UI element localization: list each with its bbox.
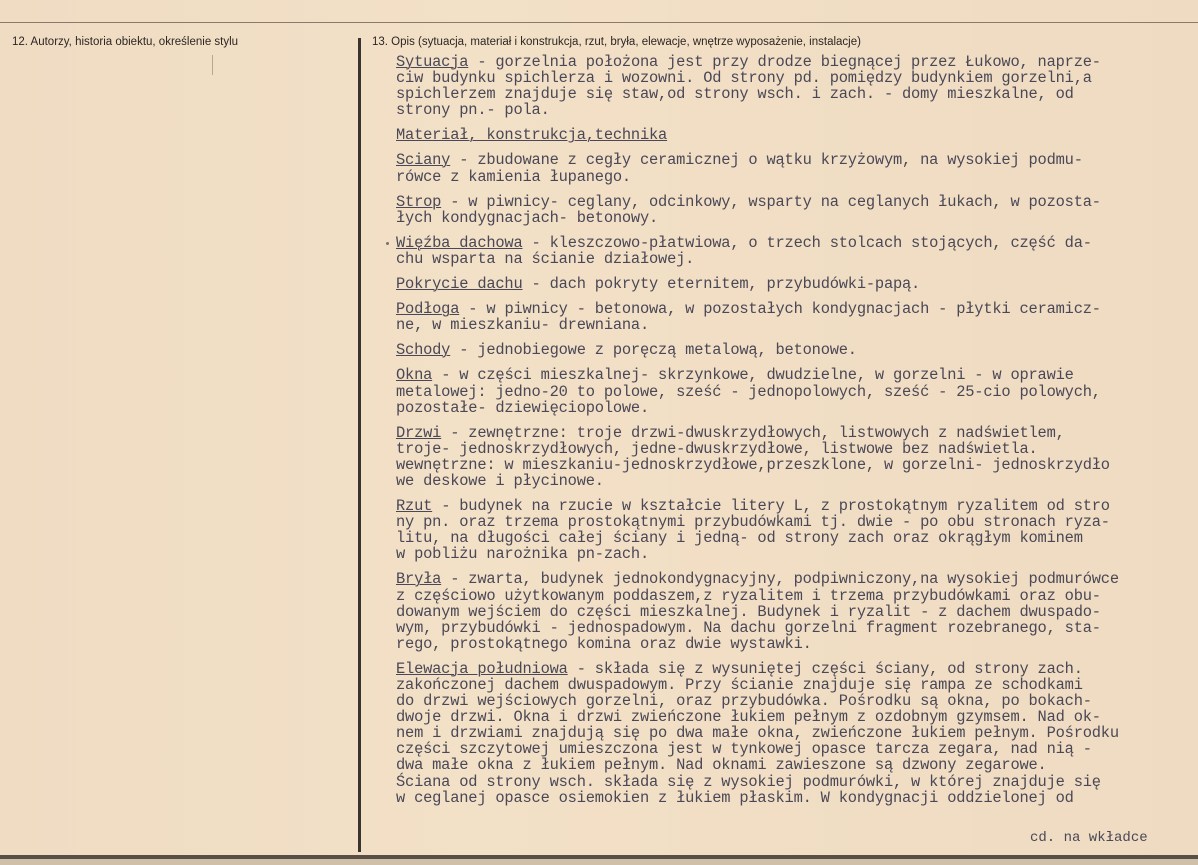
section-heading: Drzwi [396,423,442,442]
text-line [396,571,1196,587]
section-heading: Materiał, konstrukcja,technika [396,126,668,145]
field-13-header: 13. Opis (sytuacja, materiał i konstrukcja, rzut, bryła, elewacje, wnętrze wyposażenie, instalacje) [372,36,861,48]
text-line [396,127,1196,143]
column-divider [358,38,361,852]
text-line: spichlerzem znajduje się staw,od strony wsch. i zach. - domy mieszkalne, od [396,85,1074,104]
text-line [396,301,1196,317]
line-text: - zewnętrzne: troje drzwi-dwuskrzydłowych, listwowych z nadświetlem, [441,423,1065,442]
text-line: części szczytowej umieszczona jest w tynkowej opasce tarcza zegara, nad nią - [396,740,1092,759]
text-line: Ściana od strony wsch. składa się z wysokiej podmurówki, w której znajduje się [396,772,1101,791]
section-8 [396,367,1196,415]
text-line: ciw budynku spichlerza i wozowni. Od strony pd. pomiędzy budynkiem gorzelni,a [396,69,1092,88]
text-line [396,498,1196,514]
line-text: - w części mieszkalnej- skrzynkowe, dwudzielne, w gorzelni - w oprawie [432,366,1074,385]
text-line [396,194,1196,210]
text-line: rego, prostokątnego komina oraz dwie wystawki. [396,634,812,653]
section-1 [396,127,1196,143]
section-10 [396,498,1196,562]
text-line [396,342,1196,358]
section-6 [396,301,1196,333]
text-line [396,661,1196,677]
margin-dot [386,242,389,245]
section-heading: Okna [396,366,433,385]
line-text: - dach pokryty eternitem, przybudówki-papą. [522,275,921,294]
text-line: wewnętrzne: w mieszkaniu-jednoskrzydłowe,przeszklone, w gorzelni- jednoskrzydło [396,455,1110,474]
top-rule [0,22,1198,23]
text-line [396,276,1196,292]
section-heading: Strop [396,192,442,211]
text-line: do drzwi wejściowych gorzelni, oraz przybudówka. Pośrodku są okna, po bokach- [396,692,1092,711]
text-line [396,367,1196,383]
text-line: strony pn.- pola. [396,101,550,120]
text-line: zakończonej dachem dwuspadowym. Przy ścianie znajduje się rampa ze schodkami [396,676,1083,694]
line-text: - gorzelnia położona jest przy drodze biegnącej przez Łukowo, naprze- [468,53,1101,71]
section-11 [396,571,1196,651]
text-line: troje- jednoskrzydłowych, jedne-dwuskrzydłowe, listwowe bez nadświetla. [396,439,1038,458]
text-line: z częściowo użytkowanym poddaszem,z ryzalitem i trzema przybudówkami oraz obu- [396,586,1101,605]
field-12-header: 12. Autorzy, historia obiektu, określenie stylu [12,36,239,48]
line-text: - w piwnicy- ceglany, odcinkowy, wsparty na ceglanych łukach, w pozosta- [441,192,1101,211]
text-line: chu wsparta na ścianie działowej. [396,249,695,268]
section-heading: Elewacja południowa [396,659,568,678]
text-line [396,235,1196,251]
section-3 [396,194,1196,226]
text-line: dwoje drzwi. Okna i drzwi zwieńczone łukiem pełnym z ozdobnym gzymsem. Nad ok- [396,708,1101,727]
description-text [396,54,1196,815]
text-line: we deskowe i płycinowe. [396,471,604,490]
section-heading: Pokrycie dachu [396,275,523,294]
text-line: pozostałe- dziewięciopolowe. [396,398,650,417]
text-line: dwa małe okna z łukiem pełnym. Nad oknami zawieszone są dzwony zegarowe. [396,756,1047,775]
text-line: ne, w mieszkaniu- drewniana. [396,316,650,335]
line-text: - budynek na rzucie w kształcie litery L, z prostokątnym ryzalitem od stro [432,497,1110,516]
text-line: rówce z kamienia łupanego. [396,167,631,186]
text-line [396,425,1196,441]
line-text: - zwarta, budynek jednokondygnacyjny, podpiwniczony,na wysokiej podmurówce [441,570,1119,589]
text-line: w pobliżu narożnika pn-zach. [396,545,650,564]
section-0 [396,54,1196,118]
section-heading: Schody [396,341,451,360]
text-line: litu, na długości całej ściany i jedną- od strony zach oraz okrągłym kominem [396,529,1083,548]
bottom-strip [0,859,1198,865]
line-text: - kleszczowo-płatwiowa, o trzech stolcach stojących, część da- [522,233,1092,252]
text-line [396,152,1196,168]
text-line: nem i drzwiami znajdują się po dwa małe okna, zwieńczone łukiem pełnym. Pośrodku [396,724,1119,743]
section-heading: Więźba dachowa [396,233,523,252]
text-line: wym, przybudówki - jednospadowym. Na dachu gorzelni fragment rozebranego, sta- [396,618,1101,637]
text-line: w ceglanej opasce osiemokien z łukiem płaskim. W kondygnacji oddzielonej od [396,788,1074,807]
section-2 [396,152,1196,184]
text-line: ny pn. oraz trzema prostokątnymi przybudówkami tj. dwie - po obu stronach ryza- [396,513,1110,532]
line-text: - jednobiegowe z poręczą metalową, betonowe. [450,341,857,360]
section-12 [396,661,1196,806]
line-text: - w piwnicy - betonowa, w pozostałych kondygnacjach - płytki ceramicz- [459,300,1101,319]
section-heading: Sciany [396,151,451,170]
text-line: łych kondygnacjach- betonowy. [396,208,659,227]
section-heading: Sytuacja [396,53,469,71]
section-5 [396,276,1196,292]
continuation-note: cd. na wkładce [1030,830,1148,846]
text-line: dowanym wejściem do części mieszkalnej. Budynek i ryzalit - z dachem dwuspado- [396,602,1101,621]
section-4 [396,235,1196,267]
section-heading: Podłoga [396,300,460,319]
text-line [396,54,1196,70]
section-7 [396,342,1196,358]
line-text: - zbudowane z cegły ceramicznej o wątku krzyżowym, na wysokiej podmu- [450,151,1083,170]
text-line: metalowej: jedno-20 to polowe, sześć - jednopolowych, sześć - 25-cio polowych, [396,382,1101,401]
line-text: - składa się z wysuniętej części ściany, od strony zach. [567,659,1083,678]
section-heading: Bryła [396,570,442,589]
section-9 [396,425,1196,489]
section-heading: Rzut [396,497,433,516]
left-mark [212,55,213,75]
